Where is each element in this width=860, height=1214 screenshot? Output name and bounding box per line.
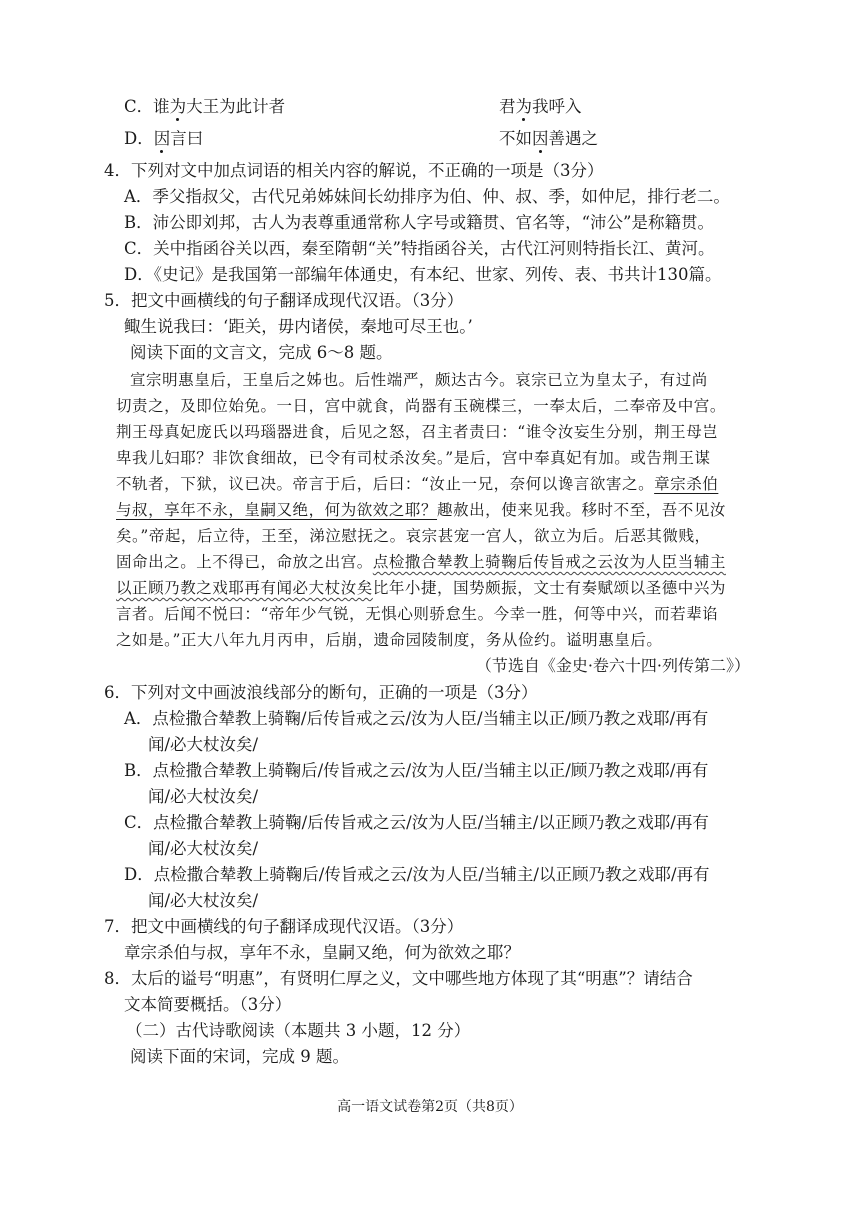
q5-sentence: 鲰生说我曰：‘距关，毋内诸侯，秦地可尽王也。’	[124, 317, 473, 336]
passage-line: 切责之，及即位始免。一日，宫中就食，尚器有玉碗楪三，一奉太后，二奉帝及中宫。	[116, 397, 726, 415]
reading-instruction: 阅读下面的文言文，完成 6～8 题。	[130, 343, 393, 362]
q6-option-d: D．点检撒合辇教上骑鞠后/传旨戒之云/汝为人臣/当辅主/以正顾乃教之戏耶/再有	[124, 865, 710, 884]
dotted-word: 为	[169, 97, 187, 116]
passage-line	[116, 473, 718, 495]
q4-option-b: B．沛公即刘邦，古人为表尊重通常称人字号或籍贯、官名等，“沛公”是称籍贯。	[124, 213, 714, 232]
q6-option-a-cont: 闻/必大杖汝矣/	[148, 735, 259, 754]
page-footer: 高一语文试卷第2页（共8页）	[337, 1099, 523, 1115]
passage-text: 比年小捷，国势颇振，文士有奏赋颂以圣德中兴为	[372, 579, 726, 597]
underlined-sentence: 与叔，享年不永，皇嗣又绝，何为欲效之耶？	[116, 501, 438, 519]
passage-line: 言者。后闻不悦曰：“帝年少气锐，无惧心则骄怠生。今幸一胜，何等中兴，而若辈谄	[116, 605, 719, 623]
q8-stem-cont: 文本简要概括。（3分）	[124, 995, 292, 1014]
q3-option-c	[124, 96, 582, 118]
q7-stem: 7．把文中画横线的句子翻译成现代汉语。（3分）	[104, 917, 464, 936]
option-text: 不如	[499, 129, 532, 148]
underlined-sentence: 章宗杀伯	[654, 475, 719, 493]
dotted-word: 为	[515, 97, 532, 116]
q4-stem: 4．下列对文中加点词语的相关内容的解说，不正确的一项是（3分）	[104, 161, 604, 180]
q4-option-c: C．关中指函谷关以西，秦至隋朝“关”特指函谷关，古代江河则特指长江、黄河。	[124, 239, 715, 258]
q8-stem: 8．太后的谥号“明惠”，有贤明仁厚之义，文中哪些地方体现了其“明惠”？请结合	[104, 969, 693, 988]
passage-text: 固命出之。上不得已，命放之出宫。	[116, 553, 373, 571]
q6-option-d-cont: 闻/必大杖汝矣/	[148, 891, 259, 910]
option-text: 善遇之	[548, 129, 598, 148]
passage-line: 荆王母真妃庞氏以玛瑙器进食，后见之怒，召主者责曰：“谁令汝妄生分别，荆王母岂	[116, 423, 719, 441]
reading-instruction: 阅读下面的宋词，完成 9 题。	[130, 1047, 349, 1066]
passage-line: 卑我儿妇耶？非饮食细故，已令有司杖杀汝矣。”是后，宫中奉真妃有加。或告荆王谋	[116, 449, 711, 467]
option-text: 君	[499, 97, 516, 116]
section-heading: （二）古代诗歌阅读（本题共 3 小题，12 分）	[126, 1021, 471, 1040]
option-label: D．	[124, 129, 154, 148]
q6-option-c-cont: 闻/必大杖汝矣/	[148, 839, 259, 858]
q6-stem: 6．下列对文中画波浪线部分的断句，正确的一项是（3分）	[104, 683, 538, 702]
q4-option-d: D．《史记》是我国第一部编年体通史，有本纪、世家、列传、表、书共计130篇。	[124, 265, 722, 284]
passage-text: 不轨者，下狱，议已决。帝言于后，后曰：“汝止一兄，奈何以谗言欲害之。	[116, 475, 655, 493]
q3-option-d	[124, 128, 598, 150]
q7-sentence: 章宗杀伯与叔，享年不永，皇嗣又绝，何为欲效之耶？	[124, 943, 520, 962]
q6-option-c: C．点检撒合辇教上骑鞠/后传旨戒之云/汝为人臣/当辅主/以正顾乃教之戏耶/再有	[124, 813, 709, 832]
q6-option-b-cont: 闻/必大杖汝矣/	[148, 787, 259, 806]
q6-option-a: A．点检撒合辇教上骑鞠/后传旨戒之云/汝为人臣/当辅主以正/顾乃教之戏耶/再有	[124, 709, 709, 728]
option-label: C．	[124, 97, 154, 116]
option-text: 言曰	[170, 129, 204, 148]
passage-line: 之如是。”正大八年九月丙申，后崩，遗命园陵制度，务从俭约。谥明惠皇后。	[116, 631, 663, 649]
passage-line: 矣。”帝起，后立待，王至，涕泣慰抚之。哀宗甚宠一宫人，欲立为后。后恶其微贱，	[116, 527, 711, 545]
passage-line	[116, 499, 726, 521]
q6-option-b: B．点检撒合辇教上骑鞠后/传旨戒之云/汝为人臣/当辅主以正/顾乃教之戏耶/再有	[124, 761, 709, 780]
dotted-word: 因	[153, 129, 171, 148]
dotted-word: 因	[532, 129, 549, 148]
passage-text: 趣赦出，使来见我。移时不至，吾不见汝	[437, 501, 726, 519]
option-text: 我呼入	[532, 97, 582, 116]
q5-stem: 5．把文中画横线的句子翻译成现代汉语。（3分）	[104, 291, 464, 310]
passage-line	[116, 577, 726, 599]
wavy-underlined-text: 以正顾乃教之戏耶再有闻必大杖汝矣	[116, 579, 373, 597]
option-right-text	[499, 96, 582, 118]
option-text: 大王为此计者	[186, 97, 286, 116]
passage-line	[116, 551, 726, 573]
option-right-text	[499, 128, 598, 150]
passage-line: 宣宗明惠皇后，王皇后之姊也。后性端严，颇达古今。哀宗已立为皇太子，有过尚	[130, 371, 708, 389]
option-text: 谁	[153, 97, 170, 116]
q4-option-a: A．季父指叔父，古代兄弟姊妹间长幼排序为伯、仲、叔、季，如仲尼，排行老二。	[124, 187, 730, 206]
passage-source: （节选自《金史·卷六十四·列传第二》）	[475, 656, 750, 675]
wavy-underlined-text: 点检撒合辇教上骑鞠后传旨戒之云汝为人臣当辅主	[372, 553, 726, 571]
